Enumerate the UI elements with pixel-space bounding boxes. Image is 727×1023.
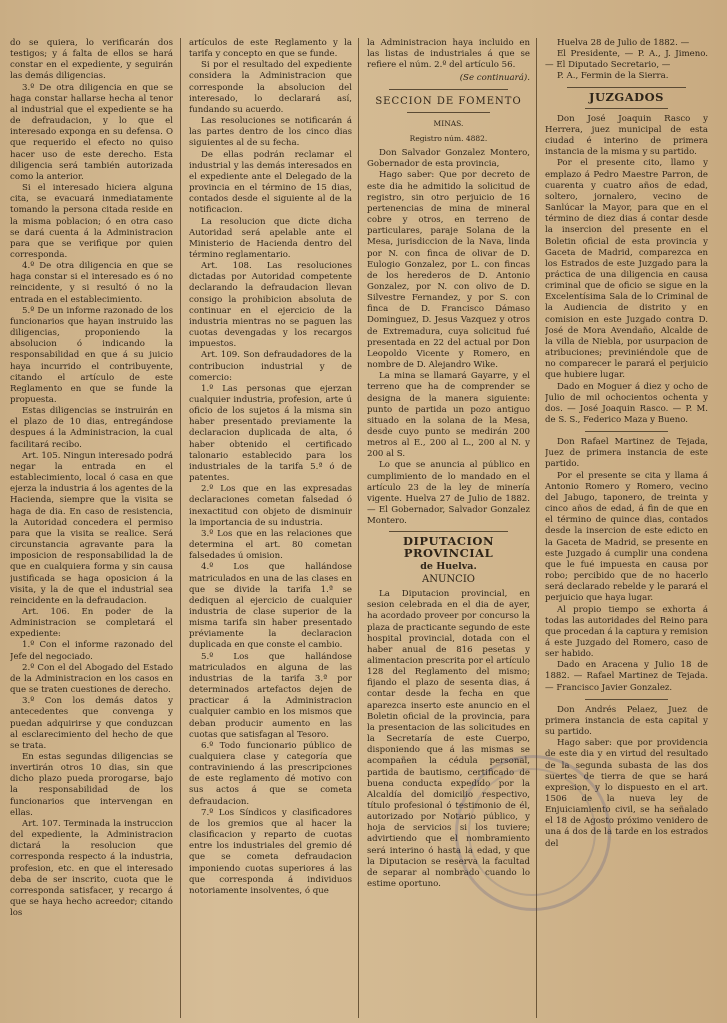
column-divider: [358, 38, 359, 1018]
article-paragraph: 2.º Con el del Abogado del Estado de la Administracion en los casos en que se traten cuestiones de derecho.: [10, 662, 173, 696]
section-divider: [407, 112, 490, 113]
subsection-minas: MINAS.: [433, 118, 464, 128]
tejada-body: [545, 437, 708, 694]
section-title-diputacion: DIPUTACION PROVINCIAL: [403, 534, 494, 560]
article-paragraph: 1.º Con el informe razonado del Jefe del negociado.: [10, 640, 173, 662]
registro-number: Registro núm. 4882.: [409, 133, 488, 143]
continuation-note: (Se continuará).: [459, 73, 530, 84]
article-paragraph: Las resoluciones se notificarán á las partes dentro de los cinco dias siguientes al de su fecha.: [189, 116, 352, 149]
section-title-fomento: SECCION DE FOMENTO: [375, 95, 522, 107]
article-paragraph: La resolucion que dicte dicha Autoridad será apelable ante el Ministerio de Hacienda dentro del término reglamentario.: [189, 216, 352, 260]
section-divider: [389, 531, 508, 532]
article-paragraph: 7.º Los Síndicos y clasificadores de los gremios que al hacer la clasificacion y reparto de cuotas entre los industriales del gremio dé que se cometa defraudacion imponiendo cuotas superiores á las que corresponda á individuos notoriamente insolventes, ó que: [189, 807, 352, 896]
notice-paragraph: Hago saber: Que por decreto de este dia he admitido la solicitud de registro, sin otro perjuicio de 16 pertenencias de mina de mineral cobre y otros, en terreno de particulares, paraje Solana de la Mesa, jurisdiccion de la Nava, linda por N. con finca de olivar de D. Eulogio Gonzalez, por L. con fincas de los herederos de D. Antonio Gonzalez, por N. con olivo de D. Silvestre Fernandez, y por S. con finca de D. Francisco Dámaso Dominguez, D. Jesus Vazquez y otros de Extremadura, cuya solicitud fué presentada en 22 del actual por Don Leopoldo Vicente y Romero, en nombre de D. Alejandro Wike.: [367, 170, 530, 371]
column-divider: [180, 38, 181, 1018]
section-divider: [585, 431, 668, 432]
article-paragraph: De ellas podrán reclamar el industrial y las demás interesados en el expediente ante el Delegado de la provincia en el término de 15 dias, contados desde el siguiente al de la notificacion.: [189, 149, 352, 216]
article-paragraph: 1.º Las personas que ejerzan cualquier industria, profesion, arte ú oficio de los sujetos á la misma sin haber presentado previamente la declaracion duplicada de alta, ó haber obtenido el certificado talonario establecido para los industriales de la tarifa 5.ª ó de patentes.: [189, 383, 352, 484]
article-paragraph: Art. 108. Las resoluciones dictadas por Autoridad competente declarando la defraudacion llevan consigo la prohibicion absoluta de continuar en el ejercicio de la industria mientras no se paguen las cuotas devengadas y los recargos impuestos.: [189, 261, 352, 350]
juzgados-body: [545, 114, 708, 426]
edict-paragraph: Hago saber: que por providencia de este dia y en virtud del resultado de la segunda subasta de las dos suertes de tierra de que se hará expresion, y lo dispuesto en el art. 1506 de la nueva ley de Enjuiciamiento civil, se ha señalado el 18 de Agosto próximo venidero de una á dos de la tarde en los estrados del: [545, 738, 708, 849]
section-divider: [585, 699, 668, 700]
section-divider: [585, 108, 668, 109]
notice-paragraph: La Diputacion provincial, en sesion celebrada en el dia de ayer, ha acordado proveer por concurso la plaza de practicante segundo de este hospital provincial, dotada con el haber anual de 816 pesetas y alimentacion prescrita por el artículo 128 del Reglamento del mismo; fijando el plazo de sesenta dias, á contar desde la fecha en que aparezca inserto este anuncio en el Boletin oficial de la provincia, para la presentacion de las solicitudes en la Secretaría de este Cuerpo, disponiendo que á las mismas se acompañen la cédula personal, partida de bautismo, certificado de buena conducta expedido por la Alcaldía del domicilio respectivo, título profesional ó testimonio de él, autorizado por Notario público, y hoja de servicios si los tuviere; advirtiendo que el nombramiento será interino ó hasta la edad, y que la Diputacion se reserva la facultad de separar al nombrado cuando lo estime oportuno.: [367, 589, 530, 890]
signature-line: El Presidente, — P. A., J. Jimeno. — El Diputado Secretario, —: [545, 49, 708, 71]
edict-paragraph: Dado en Moguer á diez y ocho de Julio de mil ochocientos ochenta y dos. — José Joaquin Rasco. — P. M. de S. S., Federico Maza y Bueno.: [545, 381, 708, 425]
section-subtitle-huelva: de Huelva.: [420, 560, 477, 572]
ink-stamp: [455, 755, 611, 911]
notice-paragraph: Don Salvador Gonzalez Montero, Gobernador de esta provincia,: [367, 148, 530, 170]
article-paragraph: do se quiera, lo verificarán dos testigos; y á falta de ellos se hará constar en el expediente, y seguirán las demás diligencias.: [10, 38, 173, 82]
notice-paragraph: Lo que se anuncia al público en cumplimiento de lo mandado en el artículo 23 de la ley de minería vigente. Huelva 27 de Julio de 1882. — El Gobernador, Salvador Gonzalez Montero.: [367, 460, 530, 527]
signature-line: Huelva 28 de Julio de 1882. —: [557, 38, 690, 48]
article-paragraph: Si el interesado hiciera alguna cita, se evacuará inmediatamente tomando la persona citada reside en la misma poblacion; ó en otra caso se dará cuenta á la Administracion para que se verifique por quien corresponda.: [10, 183, 173, 260]
article-paragraph: Art. 107. Terminada la instruccion del expediente, la Administracion dictará la resolucion que corresponda respecto á la industria, profesion, etc. en que el interesado deba de ser inscrito, cuota que le corresponda satisfacer, y recargo á que se haya hecho acreedor; citando los: [10, 818, 173, 919]
edict-paragraph: Don Andrés Pelaez, Juez de primera instancia de esta capital y su partido.: [545, 704, 708, 738]
article-paragraph: 4.º Los que hallándose matriculados en una de las clases en que se divide la tarifa 1.ª se dediquen al ejercicio de cualquier industria de clase superior de la misma tarifa sin haber presentado préviamente la declaracion duplicada en que conste el cambio.: [189, 562, 352, 651]
article-paragraph: En estas segundas diligencias se invertirán otros 10 dias, sin que dicho plazo pueda prorogarse, bajo la responsabilidad de los funcionarios que intervengan en ellas.: [10, 752, 173, 818]
column-1: [10, 38, 173, 1016]
section-divider: [567, 87, 686, 88]
signature-line: P. A., Fermin de la Sierra.: [557, 71, 669, 82]
edict-paragraph: Por el presente cito, llamo y emplazo á Pedro Maestre Parron, de cuarenta y cuatro años de edad, soltero, jornalero, vecino de Sanlúcar la Mayor, para que en el término de diez dias á contar desde la insercion del presente en el Boletin oficial de esta provincia y Gaceta de Madrid, comparezca en los Estrados de este Juzgado para la práctica de una diligencia en causa criminal que de oficio se sigue en la Excelentísima Sala de lo Criminal de la Audiencia de distrito y en comision en este Juzgado contra D. José de Mora Avendaño, Alcalde de la villa de Niebla, por usurpacion de atribuciones; previniéndole que de no comparecer le parará el perjuicio que hubiere lugar.: [545, 158, 708, 381]
section-divider: [389, 89, 508, 90]
article-paragraph: 5.º De un informe razonado de los funcionarios que hayan instruido las diligencias, proponiendo la absolucion ó indicando la responsabilidad en que á su juicio haya incurrido el contribuyente, citando el artículo de este Reglamento en que se funde la propuesta.: [10, 305, 173, 405]
article-continuation: la Administracion haya incluido en las listas de industriales á que se refiere el núm. 2.º del artículo 56.: [367, 38, 530, 71]
edict-paragraph: Por el presente se cita y llama á Antonio Romero y Romero, vecino del Jabugo, taponero, de treinta y cinco años de edad, á fin de que en el término de quince dias, contados desde la insercion de este edicto en la Gaceta de Madrid, se presente en este Juzgado á cumplir una condena que le fué impuesta en causa por robo; percibido que de no hacerlo será declarado rebelde y le parará el perjuicio que haya lugar.: [545, 470, 708, 604]
article-paragraph: 3.º De otra diligencia en que se haga constar hallarse hecha al tenor al industrial que el expediente se ha de defraudacion, y lo que el interesado exponga en su defensa. O que requerido el efecto no quiso hacer uso de este derecho. Esta diligencia será también autorizada como la anterior.: [10, 82, 173, 182]
article-paragraph: 2.º Los que en las expresadas declaraciones cometan falsedad ó inexactitud con objeto de disminuir la importancia de su industria.: [189, 484, 352, 528]
article-paragraph: artículos de este Reglamento y la tarifa y concepto en que se funde.: [189, 38, 352, 60]
article-paragraph: 6.º Todo funcionario público de cualquiera clase y categoría que contraviniendo á las prescripciones de este reglamento dé motivo con sus actos á que se cometa defraudacion.: [189, 740, 352, 807]
article-paragraph: 5.º Los que hallándose matriculados en alguna de las industrias de la tarifa 3.ª por determinados artefactos dejen de practicar á la Administracion cualquier cambio en los mismos que deban producir aumento en las cuotas que satisfagan al Tesoro.: [189, 651, 352, 740]
section-title-juzgados: JUZGADOS: [589, 89, 664, 104]
article-paragraph: Si por el resultado del expediente considera la Administracion que corresponde la absolucion del interesado, lo declarará así, fundando su acuerdo.: [189, 60, 352, 115]
column-2: [189, 38, 352, 1016]
edict-paragraph: Don Rafael Martinez de Tejada, Juez de primera instancia de este partido.: [545, 437, 708, 470]
article-paragraph: Estas diligencias se instruirán en el plazo de 10 dias, entregándose despues á la Administracion, la cual facilitará recibo.: [10, 406, 173, 450]
signature-block: [545, 38, 708, 83]
fomento-body: [367, 148, 530, 527]
notice-paragraph: La mina se llamará Gayarre, y el terreno que ha de comprender se designa de la manera siguiente: punto de partida un pozo antiguo situado en la solana de la Mesa, desde cuyo punto se medirán 200 metros al E., 200 al L., 200 al N. y 200 al S.: [367, 371, 530, 460]
article-paragraph: Art. 106. En poder de la Administracion se completará el expediente:: [10, 606, 173, 640]
edict-paragraph: Dado en Aracena y Julio 18 de 1882. — Rafael Martinez de Tejada. — Francisco Javier Gonzalez.: [545, 660, 708, 693]
article-paragraph: 3.º Con los demás datos y antecedentes que convenga y puedan adquirirse y que conduzcan al esclarecimiento del hecho de que se trata.: [10, 696, 173, 751]
article-paragraph: 4.º De otra diligencia en que se haga constar si el interesado es ó no reincidente, y si resultó ó no la entrada en el establecimiento.: [10, 261, 173, 305]
article-paragraph: Art. 109. Son defraudadores de la contribucion industrial y de comercio:: [189, 350, 352, 383]
article-paragraph: 3.º Los que en las relaciones que determina el art. 80 cometan falsedades ú omision.: [189, 528, 352, 562]
edict-paragraph: Al propio tiempo se exhorta á todas las autoridades del Reino para que procedan á la captura y remision á este Juzgado del Romero, caso de ser habido.: [545, 604, 708, 660]
edict-paragraph: Don José Joaquin Rasco y Herrera, juez municipal de esta ciudad é interino de primera instancia de la misma y su partido.: [545, 113, 708, 158]
article-paragraph: Art. 105. Ningun interesado podrá negar la entrada en el establecimiento, local ó casa en que ejerza la industria á los agentes de la Hacienda, siempre que la visita se haga de dia. En caso de resistencia, la Autoridad concedera el permiso para que la visita se realice. Será circunstancia agravante para la imposicion de responsabilidad la de que en cualquiera forma y sin causa justificada se haga oposicion á la visita, y la de que el industrial sea reincidente en la defraudacion.: [10, 450, 173, 606]
anuncio-title: ANUNCIO: [422, 573, 475, 585]
